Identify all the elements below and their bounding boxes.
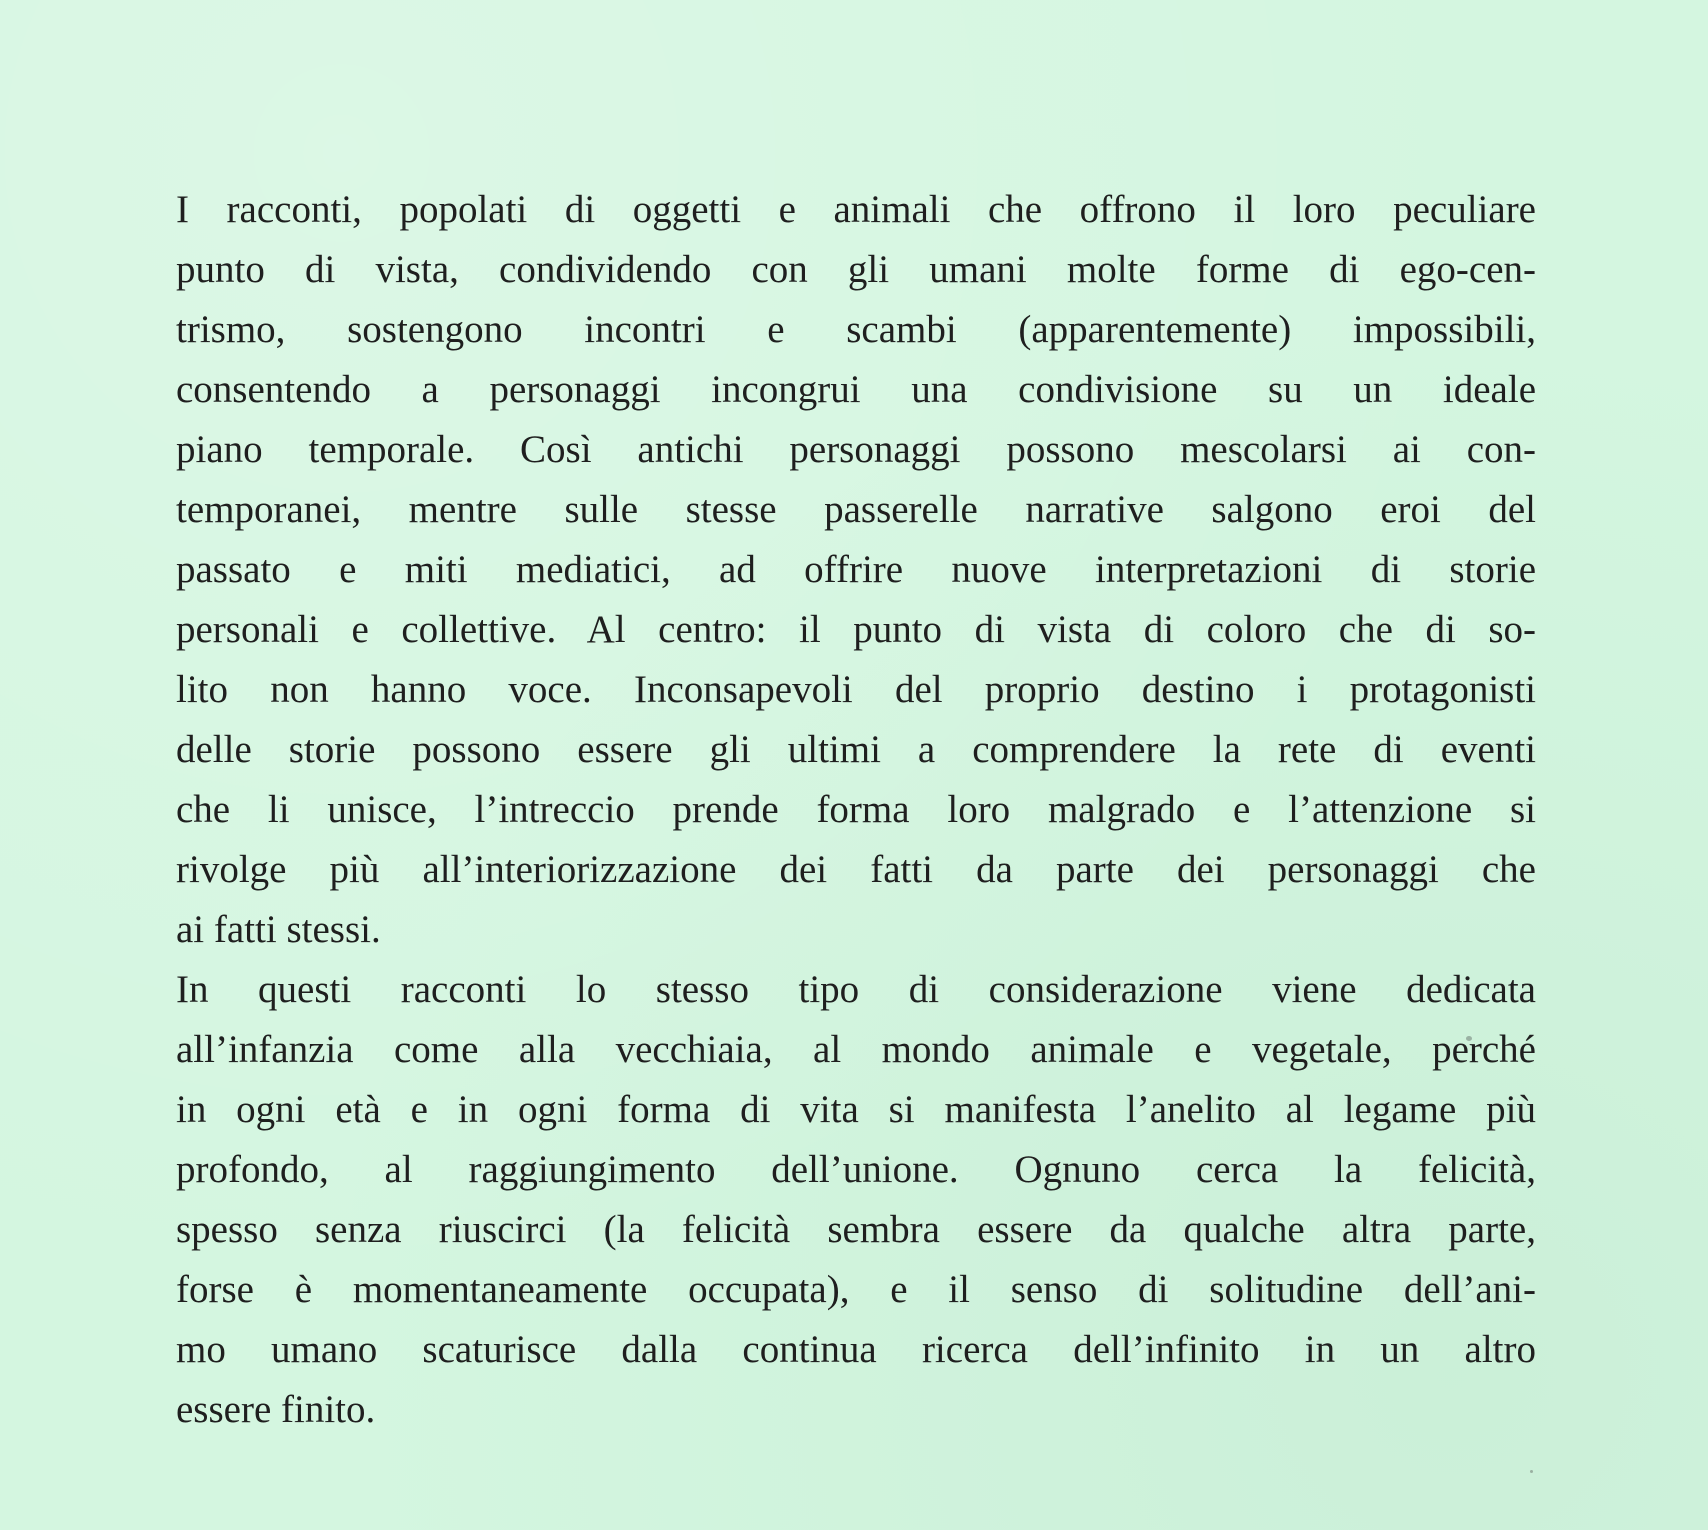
text-line: in ogni età e in ogni forma di vita si manifesta l’anelito al legame più bbox=[176, 1088, 1536, 1131]
text-line: profondo, al raggiungimento dell’unione. Ognuno cerca la felicità, bbox=[176, 1148, 1536, 1191]
paragraph-2 bbox=[176, 960, 1536, 1440]
paragraph-1 bbox=[176, 180, 1536, 960]
text-line: punto di vista, condividendo con gli umani molte forme di ego-cen- bbox=[176, 248, 1536, 291]
text-line: rivolge più all’interiorizzazione dei fatti da parte dei personaggi che bbox=[176, 848, 1536, 891]
text-line: lito non hanno voce. Inconsapevoli del proprio destino i protagonisti bbox=[176, 668, 1536, 711]
paper-speck bbox=[1466, 1036, 1472, 1041]
text-line: In questi racconti lo stesso tipo di considerazione viene dedicata bbox=[176, 968, 1536, 1011]
text-line: delle storie possono essere gli ultimi a comprendere la rete di eventi bbox=[176, 728, 1536, 771]
text-line: ai fatti stessi. bbox=[176, 908, 381, 951]
body-text bbox=[176, 180, 1536, 1440]
text-line: spesso senza riuscirci (la felicità sembra essere da qualche altra parte, bbox=[176, 1208, 1536, 1251]
text-line: all’infanzia come alla vecchiaia, al mondo animale e vegetale, perché bbox=[176, 1028, 1536, 1071]
text-line: trismo, sostengono incontri e scambi (apparentemente) impossibili, bbox=[176, 308, 1536, 351]
text-line: temporanei, mentre sulle stesse passerelle narrative salgono eroi del bbox=[176, 488, 1536, 531]
text-line: forse è momentaneamente occupata), e il senso di solitudine dell’ani- bbox=[176, 1268, 1536, 1311]
text-line: personali e collettive. Al centro: il punto di vista di coloro che di so- bbox=[176, 608, 1536, 651]
text-line: I racconti, popolati di oggetti e animali che offrono il loro peculiare bbox=[176, 188, 1536, 231]
text-line: piano temporale. Così antichi personaggi possono mescolarsi ai con- bbox=[176, 428, 1536, 471]
paper-speck bbox=[1530, 1470, 1533, 1473]
text-line: passato e miti mediatici, ad offrire nuove interpretazioni di storie bbox=[176, 548, 1536, 591]
text-line: consentendo a personaggi incongrui una condivisione su un ideale bbox=[176, 368, 1536, 411]
text-line: che li unisce, l’intreccio prende forma loro malgrado e l’attenzione si bbox=[176, 788, 1536, 831]
text-line: mo umano scaturisce dalla continua ricerca dell’infinito in un altro bbox=[176, 1328, 1536, 1371]
text-line: essere finito. bbox=[176, 1388, 376, 1431]
